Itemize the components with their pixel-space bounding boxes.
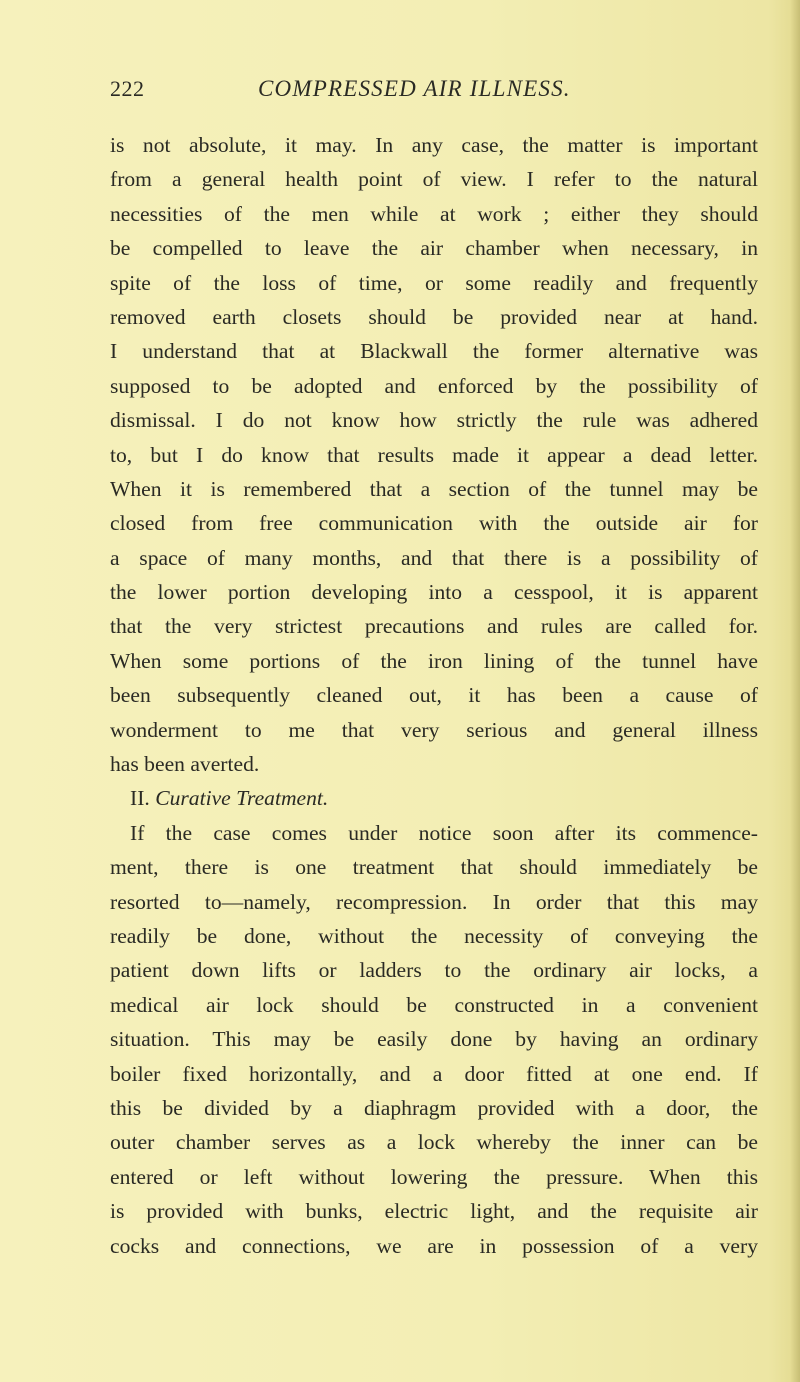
text-line: I understand that at Blackwall the former alternative was — [110, 339, 758, 364]
text-line: a space of many months, and that there is a possibility of — [110, 545, 758, 570]
text-line: If the case comes under notice soon after its commence- — [130, 820, 758, 845]
paragraph-1 — [110, 128, 758, 781]
text-line: this be divided by a diaphragm provided with a door, the — [110, 1095, 758, 1120]
text-line: readily be done, without the necessity of conveying the — [110, 923, 758, 948]
text-line: When it is remembered that a section of the tunnel may be — [110, 476, 758, 501]
text-line: boiler fixed horizontally, and a door fitted at one end. If — [110, 1061, 758, 1086]
text-line: the lower portion developing into a cesspool, it is apparent — [110, 580, 758, 605]
text-line: spite of the loss of time, or some readily and frequently — [110, 270, 758, 295]
page-edge-shadow — [790, 0, 800, 1382]
text-line: been subsequently cleaned out, it has been a cause of — [110, 683, 758, 708]
text-line: outer chamber serves as a lock whereby the inner can be — [110, 1130, 758, 1155]
text-line: removed earth closets should be provided near at hand. — [110, 304, 758, 329]
text-line: dismissal. I do not know how strictly the rule was adhered — [110, 408, 758, 433]
text-line: ment, there is one treatment that should immediately be — [110, 855, 758, 880]
text-line: closed from free communication with the outside air for — [110, 511, 758, 536]
text-line: that the very strictest precautions and rules are called for. — [110, 614, 758, 639]
text-line: to, but I do know that results made it appear a dead letter. — [110, 442, 758, 467]
text-line: is not absolute, it may. In any case, the matter is important — [110, 133, 758, 157]
section-title: Curative Treatment. — [155, 786, 329, 811]
running-head — [110, 76, 750, 112]
text-line: has been averted. — [110, 752, 260, 777]
text-line: patient down lifts or ladders to the ordinary air locks, a — [110, 958, 758, 983]
text-line: wonderment to me that very serious and general illness — [110, 717, 758, 742]
text-line: necessities of the men while at work ; either they should — [110, 201, 758, 226]
text-line: from a general health point of view. I refer to the natural — [110, 167, 758, 192]
text-line: resorted to—namely, recompression. In order that this may — [110, 889, 758, 914]
section-heading — [110, 781, 758, 815]
text-line: situation. This may be easily done by having an ordinary — [110, 1027, 758, 1052]
text-line: supposed to be adopted and enforced by the possibility of — [110, 373, 758, 398]
text-line: is provided with bunks, electric light, and the requisite air — [110, 1199, 758, 1224]
text-line: be compelled to leave the air chamber when necessary, in — [110, 236, 758, 261]
text-line: medical air lock should be constructed in a convenient — [110, 992, 758, 1017]
paragraph-2 — [110, 816, 758, 1263]
section-number: II. — [130, 786, 150, 811]
body-text — [110, 128, 758, 1263]
text-line: cocks and connections, we are in possession of a very — [110, 1233, 758, 1258]
running-title: COMPRESSED AIR ILLNESS. — [258, 76, 571, 101]
page-number: 222 — [110, 76, 145, 101]
text-line: entered or left without lowering the pressure. When this — [110, 1164, 758, 1189]
text-line: When some portions of the iron lining of the tunnel have — [110, 648, 758, 673]
